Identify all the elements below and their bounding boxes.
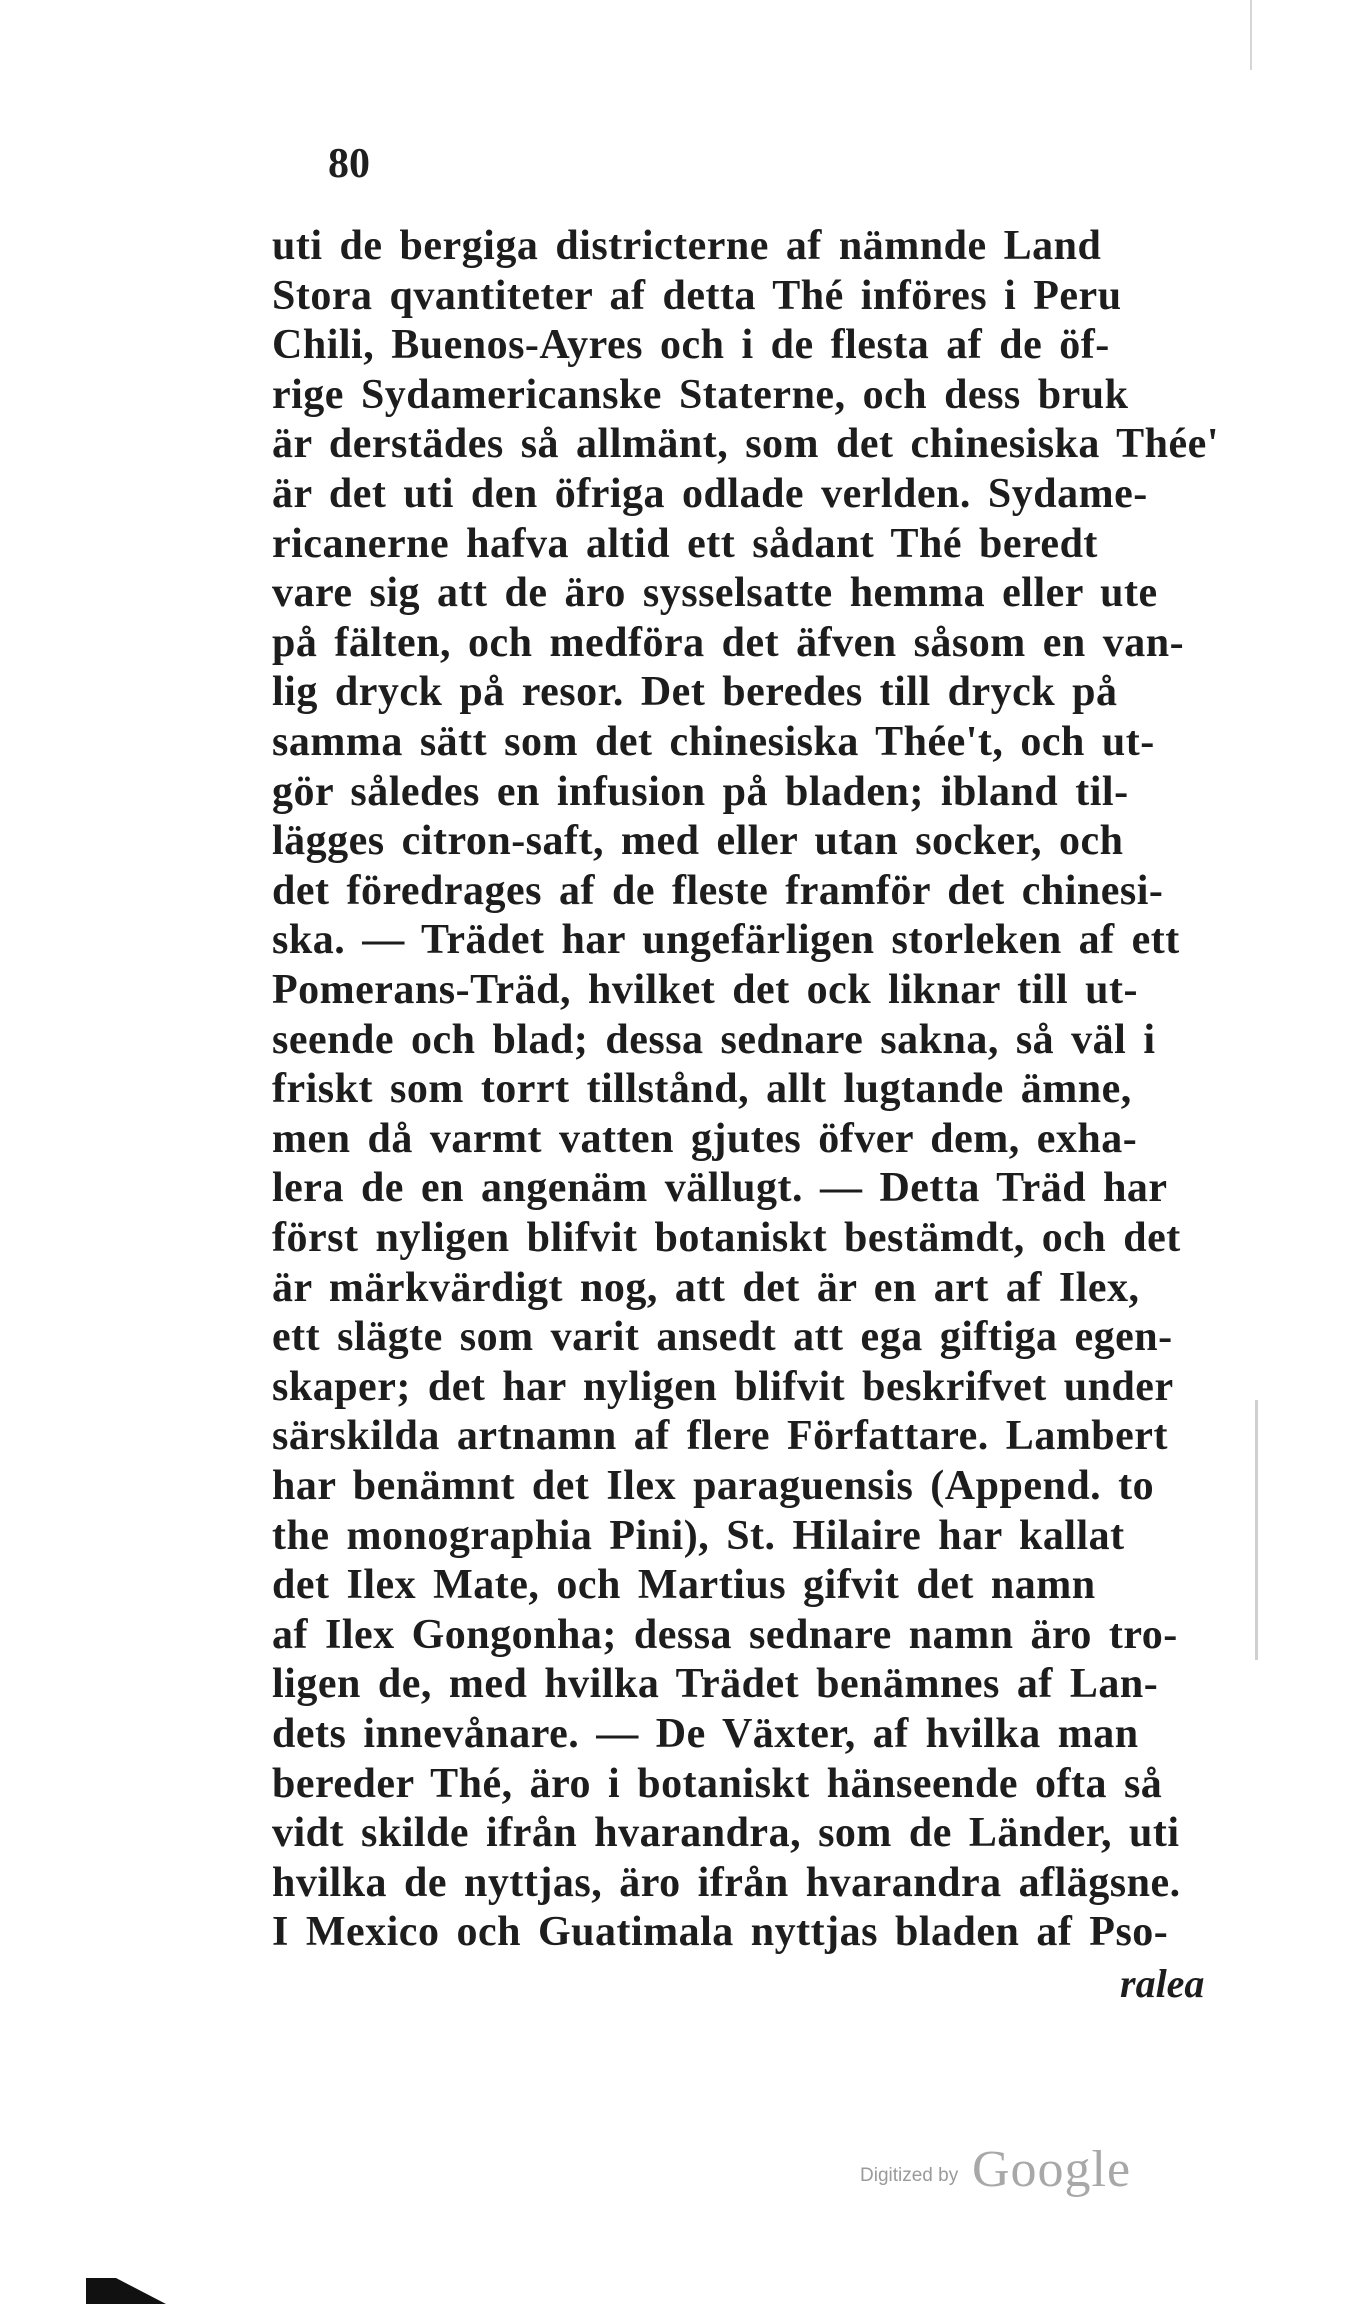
text-line: det Ilex Mate, och Martius gifvit det namn	[272, 1562, 1096, 1609]
text-line: vare sig att de äro sysselsatte hemma eller ute	[272, 570, 1158, 617]
text-line: friskt som torrt tillstånd, allt lugtande ämne,	[272, 1066, 1132, 1113]
text-line: I Mexico och Guatimala nyttjas bladen af Pso-	[272, 1909, 1169, 1956]
text-line: ett slägte som varit ansedt att ega giftiga egen-	[272, 1314, 1173, 1361]
text-line: vidt skilde ifrån hvarandra, som de Länder, uti	[272, 1810, 1180, 1857]
google-watermark: Google	[972, 2141, 1132, 2198]
page-edge-shadow	[1255, 1400, 1258, 1660]
catchword: ralea	[1120, 1961, 1205, 2006]
text-line: är det uti den öfriga odlade verlden. Sydame-	[272, 471, 1148, 517]
digitized-by-label: Digitized by	[860, 2165, 959, 2186]
page-number: 80	[328, 141, 370, 187]
text-line: på fälten, och medföra det äfven såsom en van-	[272, 619, 1185, 666]
text-line: Pomerans-Träd, hvilket det ock liknar till ut-	[272, 967, 1138, 1013]
text-line: ligen de, med hvilka Trädet benämnes af Lan-	[272, 1661, 1159, 1708]
text-line: uti de bergiga districterne af nämnde Land	[272, 223, 1102, 269]
text-line: dets innevånare. — De Växter, af hvilka man	[272, 1711, 1139, 1757]
text-line: gör således en infusion på bladen; ibland til-	[272, 768, 1129, 815]
text-line: men då varmt vatten gjutes öfver dem, exha-	[272, 1115, 1138, 1162]
text-line: lig dryck på resor. Det beredes till dryck på	[272, 669, 1118, 716]
text-line: särskilda artnamn af flere Författare. Lambert	[272, 1413, 1168, 1460]
scan-corner-mark	[86, 2268, 166, 2304]
text-line: ska. — Trädet har ungefärligen storleken af ett	[272, 917, 1180, 964]
text-line: är märkvärdigt nog, att det är en art af Ilex,	[272, 1264, 1140, 1311]
text-line: först nyligen blifvit botaniskt bestämdt, och det	[272, 1215, 1181, 1261]
text-line: är derstädes så allmänt, som det chinesiska Thée'	[272, 421, 1219, 468]
text-line: Stora qvantiteter af detta Thé införes i Peru	[272, 272, 1122, 319]
text-line: af Ilex Gongonha; dessa sednare namn äro tro-	[272, 1611, 1178, 1658]
text-line: lägges citron-saft, med eller utan socker, och	[272, 818, 1124, 865]
text-line: bereder Thé, äro i botaniskt hänseende ofta så	[272, 1760, 1163, 1807]
text-line: Chili, Buenos-Ayres och i de flesta af de öf-	[272, 322, 1110, 369]
text-line: skaper; det har nyligen blifvit beskrifvet under	[272, 1363, 1174, 1410]
text-line: samma sätt som det chinesiska Thée't, och ut-	[272, 719, 1155, 765]
text-line: rige Sydamericanske Staterne, och dess bruk	[272, 371, 1129, 418]
page-edge-shadow-top	[1250, 0, 1252, 70]
text-line: lera de en angenäm vällugt. — Detta Träd har	[272, 1165, 1168, 1212]
text-line: seende och blad; dessa sednare sakna, så väl i	[272, 1016, 1156, 1063]
text-line: ricanerne hafva altid ett sådant Thé beredt	[272, 520, 1098, 567]
text-line: the monographia Pini), St. Hilaire har kallat	[272, 1512, 1125, 1559]
text-line: det föredrages af de fleste framför det chinesi-	[272, 867, 1164, 914]
text-line: har benämnt det Ilex paraguensis (Append. to	[272, 1463, 1155, 1509]
text-line: hvilka de nyttjas, äro ifrån hvarandra aflägsne.	[272, 1859, 1181, 1906]
